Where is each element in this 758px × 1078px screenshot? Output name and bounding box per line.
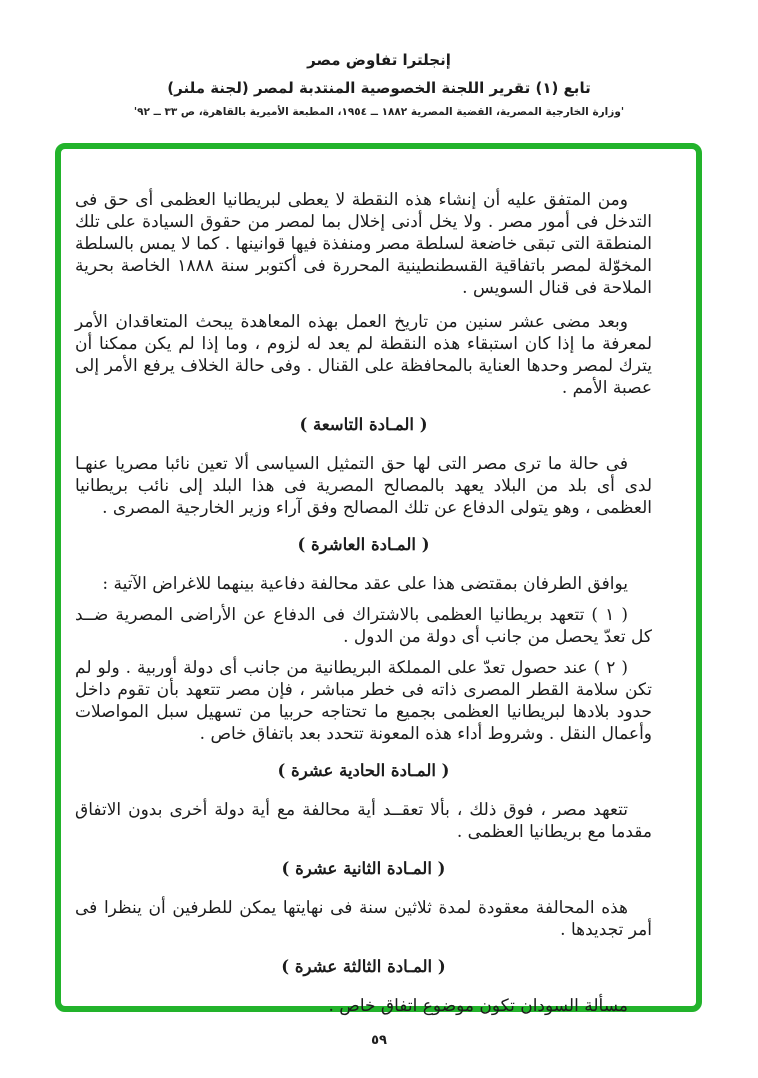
paragraph: يوافق الطرفان بمقتضى هذا على عقد محالفة دفاعية بينهما للاغراض الآتية : (102, 574, 628, 594)
paragraph: فى حالة ما ترى مصر التى لها حق التمثيل السياسى ألا تعين نائبا مصريا عنهـا لدى أى بلد من البلاد يعهد بالمصالح المصرية فى هذا البلد إلى نائب بريطانيا العظمى ، وهو يتولى الدفاع عن تلك المصالح وفق آراء وزير الخارجية المصرى . (75, 454, 652, 518)
article-heading-11: ( المـادة الحادية عشرة ) (277, 761, 450, 780)
green-frame (55, 143, 702, 1016)
page-number: ٥٩ (371, 1033, 387, 1048)
paragraph: مسألة السودان تكون موضوع اتفاق خاص . (328, 996, 628, 1016)
paragraph: وبعد مضى عشر سنين من تاريخ العمل بهذه المعاهدة يبحث المتعاقدان الأمر لمعرفة ما إذا كان استبقاء هذه النقطة لم يعد له لزوم ، وما إذا لم يكن ممكنا أن يترك لمصر وحدها العناية بالمحافظة على القنال . وفى حالة الخلاف يرفع الأمر إلى عصبة الأمم . (75, 312, 652, 398)
source-citation: 'وزارة الخارجية المصرية، القضية المصرية ١٨٨٢ ــ ١٩٥٤، المطبعة الأميرية بالقاهرة، ص ٣٣ ــ ٩٢' (133, 106, 625, 118)
paragraph: ومن المتفق عليه أن إنشاء هذه النقطة لا يعطى لبريطانيا العظمى أى حق فى التدخل فى أمور مصر . ولا يخل أدنى إخلال بما لمصر من حقوق السيادة على تلك المنطقة التى تبقى خاضعة لسلطة مصر ومنفذة فيها قوانينها . كما لا يمس بالسلطة المخوّلة لمصر باتفاقية القسطنطينية المحررة فى أكتوبر سنة ١٨٨٨ الخاصة بحرية الملاحة فى قنال السويس . (75, 190, 653, 298)
list-item-1: ( ١ ) تتعهد بريطانيا العظمى بالاشتراك فى الدفاع عن الأراضى المصرية ضــد كل تعدّ يحصل من جانب أى دولة من الدول . (75, 605, 652, 647)
article-heading-10: ( المـادة العاشرة ) (297, 535, 430, 554)
document-body (61, 149, 696, 1029)
page-header (0, 50, 758, 119)
list-item-2: ( ٢ ) عند حصول تعدّ على المملكة البريطانية من جانب أى دولة أوربية . ولو لم تكن سلامة القطر المصرى ذاته فى خطر مباشر ، فإن مصر تتعهد بأن تقوم داخل حدود بلادها لبريطانيا العظمى بجميع ما تحتاجه حربيا من تسهيل سبل المواصلات وأعمال النقل . وشروط أداء هذه المعونة تتحدد بعد باتفاق خاص . (75, 658, 652, 744)
article-heading-9: ( المـادة التاسعة ) (299, 415, 428, 434)
article-heading-13: ( المـادة الثالثة عشرة ) (281, 957, 446, 976)
article-heading-12: ( المـادة الثانية عشرة ) (281, 859, 446, 878)
paragraph: تتعهد مصر ، فوق ذلك ، بألا تعقــد أية محالفة مع أية دولة أخرى بدون الاتفاق مقدما مع بريطانيا العظمى . (75, 800, 652, 842)
paragraph: هذه المحالفة معقودة لمدة ثلاثين سنة فى نهايتها يمكن للطرفين أن ينظرا فى أمر تجديدها . (75, 898, 652, 940)
document-subtitle: تابع (١) تقرير اللجنة الخصوصية المنتدبة لمصر (لجنة ملنر) (167, 79, 591, 97)
document-title: إنجلترا تفاوض مصر (307, 51, 451, 69)
